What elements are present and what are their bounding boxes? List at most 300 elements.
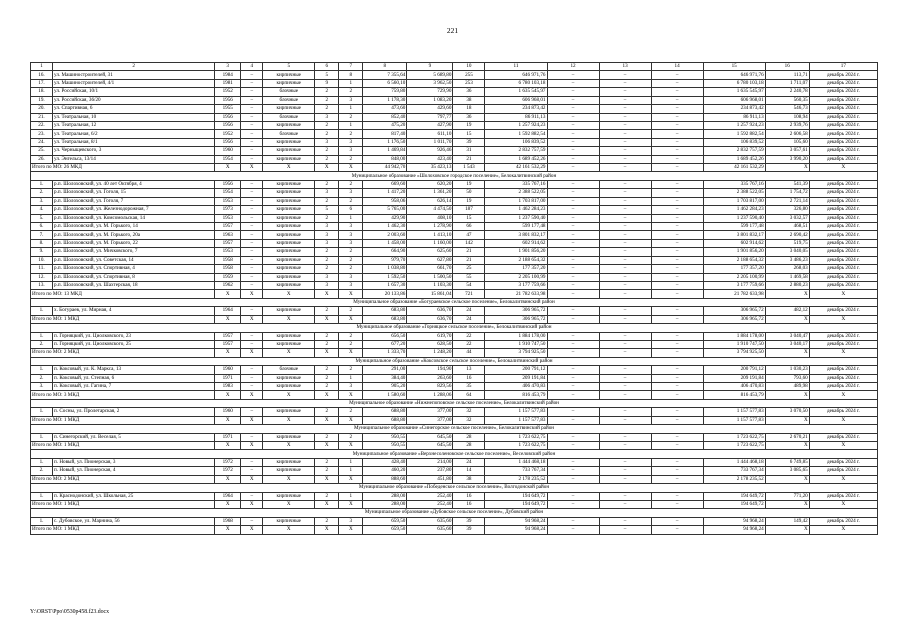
table-cell: 1 462,30: [363, 223, 407, 231]
table-cell: –: [599, 113, 651, 121]
table-cell: 1 030,23: [765, 366, 809, 374]
table-cell: –: [547, 147, 599, 155]
total-cell: X: [215, 391, 241, 399]
address-cell: п. Горняцкий, ул. Циолковского, 23: [53, 332, 215, 340]
table-cell: –: [241, 408, 263, 416]
section-header-row: [31, 509, 878, 517]
table-row: [31, 492, 878, 500]
table-cell: декабрь 2024 г.: [809, 517, 877, 525]
table-cell: 3: [315, 239, 339, 247]
table-cell: –: [599, 147, 651, 155]
table-cell: 3: [339, 96, 363, 104]
table-cell: –: [651, 231, 703, 239]
table-cell: 194,90: [407, 366, 453, 374]
table-cell: –: [599, 374, 651, 382]
table-cell: 3 177 759,66: [703, 281, 765, 289]
table-cell: кирпичные: [263, 214, 315, 222]
total-cell: –: [599, 416, 651, 424]
table-cell: 11.: [31, 265, 53, 273]
table-cell: 625,60: [407, 248, 453, 256]
table-row: [31, 71, 878, 79]
table-cell: декабрь 2024 г.: [809, 332, 877, 340]
table-cell: кирпичные: [263, 189, 315, 197]
table-cell: 979,70: [363, 256, 407, 264]
table-cell: 263,60: [407, 374, 453, 382]
municipality-title: Муниципальное образование «Синегорское сельское поселение», Белокалитвинский район: [31, 425, 878, 433]
table-cell: –: [241, 147, 263, 155]
total-cell: –: [547, 315, 599, 323]
address-cell: п. Новый, ул. Пионерская, 4: [53, 467, 215, 475]
total-cell: –: [599, 391, 651, 399]
table-cell: –: [547, 197, 599, 205]
table-cell: декабрь 2024 г.: [809, 374, 877, 382]
table-cell: 664,90: [363, 248, 407, 256]
table-cell: –: [241, 307, 263, 315]
table-cell: 1958: [215, 256, 241, 264]
total-cell: –: [599, 290, 651, 298]
total-cell: X: [339, 391, 363, 399]
table-cell: 2: [315, 383, 339, 391]
table-cell: декабрь 2024 г.: [809, 71, 877, 79]
section-header-row: [31, 172, 878, 180]
table-cell: 16: [453, 492, 485, 500]
total-cell: –: [651, 164, 703, 172]
total-cell: X: [809, 475, 877, 483]
table-cell: –: [547, 130, 599, 138]
table-cell: 3 040,05: [765, 248, 809, 256]
table-cell: 560,35: [765, 96, 809, 104]
table-cell: 3: [315, 231, 339, 239]
total-cell: 2 178 235,52: [485, 475, 547, 483]
table-cell: 1 237 590,40: [485, 214, 547, 222]
table-row: [31, 79, 878, 87]
table-cell: 1: [339, 121, 363, 129]
table-cell: 2 388 522,05: [485, 189, 547, 197]
table-cell: 429,90: [363, 214, 407, 222]
table-cell: –: [651, 71, 703, 79]
table-cell: 1964: [215, 307, 241, 315]
table-row: [31, 517, 878, 525]
table-cell: 646 971,76: [703, 71, 765, 79]
table-cell: 2: [339, 256, 363, 264]
total-cell: 1 248,20: [407, 349, 453, 357]
section-header-row: [31, 357, 878, 365]
table-cell: декабрь 2024 г.: [809, 214, 877, 222]
table-cell: 9.: [31, 248, 53, 256]
table-cell: 19.: [31, 96, 53, 104]
total-row: [31, 349, 878, 357]
table-cell: 2: [315, 265, 339, 273]
table-cell: 1 157 577,83: [703, 408, 765, 416]
table-cell: кирпичные: [263, 307, 315, 315]
table-cell: 4 474,50: [407, 206, 453, 214]
table-cell: 1 178,30: [363, 96, 407, 104]
table-cell: 1 910 747,50: [485, 340, 547, 348]
table-cell: –: [599, 96, 651, 104]
table-cell: 1 257 924,23: [485, 121, 547, 129]
table-cell: –: [599, 197, 651, 205]
table-cell: 209 191,84: [485, 374, 547, 382]
address-cell: р.п. Шолоховский, ул. М. Горького, 20а: [53, 231, 215, 239]
table-cell: 106 839,52: [703, 138, 765, 146]
table-cell: 25: [453, 265, 485, 273]
table-cell: 546,73: [765, 105, 809, 113]
table-cell: –: [241, 189, 263, 197]
table-cell: 6 780 103,18: [485, 79, 547, 87]
total-cell: 44 942,70: [363, 164, 407, 172]
total-cell: X: [809, 441, 877, 449]
table-cell: 793,60: [765, 374, 809, 382]
total-cell: –: [599, 475, 651, 483]
table-cell: 729,90: [407, 88, 453, 96]
total-cell: X: [263, 315, 315, 323]
total-cell: 688,80: [363, 416, 407, 424]
table-cell: 1 884 178,00: [485, 332, 547, 340]
table-cell: 1 500,50: [407, 273, 453, 281]
table-cell: 1 160,00: [407, 239, 453, 247]
table-cell: 2: [315, 256, 339, 264]
table-cell: –: [547, 458, 599, 466]
table-cell: 2.: [31, 374, 53, 382]
column-number-header: 4: [241, 63, 263, 71]
table-cell: 335 767,16: [485, 180, 547, 188]
total-cell: 94 968,24: [703, 526, 765, 534]
table-cell: –: [241, 79, 263, 87]
table-cell: 252,40: [407, 492, 453, 500]
table-cell: декабрь 2024 г.: [809, 138, 877, 146]
total-cell: 252,40: [407, 500, 453, 508]
table-cell: 428,40: [363, 458, 407, 466]
table-cell: 15: [453, 214, 485, 222]
table-cell: 2: [315, 121, 339, 129]
table-cell: 2 939,76: [765, 121, 809, 129]
total-cell: 1 580,60: [363, 391, 407, 399]
table-cell: 47: [453, 231, 485, 239]
table-row: [31, 113, 878, 121]
table-cell: 646 971,76: [485, 71, 547, 79]
address-cell: ул. Черныщевского, 3: [53, 147, 215, 155]
table-cell: блочные: [263, 113, 315, 121]
total-row: [31, 526, 878, 534]
table-cell: –: [651, 130, 703, 138]
table-cell: 2: [339, 307, 363, 315]
total-cell: X: [765, 315, 809, 323]
table-cell: –: [241, 265, 263, 273]
table-cell: 22: [453, 332, 485, 340]
table-cell: кирпичные: [263, 467, 315, 475]
total-cell: –: [599, 349, 651, 357]
table-cell: 86 911,13: [485, 113, 547, 121]
table-cell: 288,00: [363, 492, 407, 500]
table-cell: 1 462 284,23: [485, 206, 547, 214]
table-cell: 2: [315, 105, 339, 113]
column-number-header: 15: [703, 63, 765, 71]
table-cell: кирпичные: [263, 256, 315, 264]
total-cell: –: [599, 500, 651, 508]
table-cell: 3 032,57: [765, 214, 809, 222]
total-label: Итого по МО: 1 МКД: [31, 526, 215, 534]
table-cell: –: [241, 239, 263, 247]
table-cell: 15: [453, 130, 485, 138]
table-cell: 797,77: [407, 113, 453, 121]
table-cell: 1 469,58: [765, 273, 809, 281]
table-cell: 1 417,20: [363, 189, 407, 197]
total-cell: X: [809, 290, 877, 298]
table-cell: декабрь 2024 г.: [809, 492, 877, 500]
table-cell: 627,80: [407, 256, 453, 264]
address-cell: п. Коксовый, ул. Гагина, 7: [53, 383, 215, 391]
total-cell: 1 333,70: [363, 349, 407, 357]
address-cell: ул. Российская, 10/1: [53, 88, 215, 96]
table-cell: кирпичные: [263, 248, 315, 256]
total-cell: X: [315, 441, 339, 449]
total-cell: –: [599, 315, 651, 323]
table-row: [31, 248, 878, 256]
table-row: [31, 383, 878, 391]
table-cell: –: [651, 256, 703, 264]
address-cell: с. Дубовское, ул. Марнина, 56: [53, 517, 215, 525]
table-cell: –: [651, 492, 703, 500]
total-cell: X: [263, 391, 315, 399]
table-row: [31, 223, 878, 231]
table-cell: 3: [315, 223, 339, 231]
table-cell: декабрь 2024 г.: [809, 180, 877, 188]
table-row: [31, 265, 878, 273]
table-cell: 1963: [215, 231, 241, 239]
table-cell: 2 606,58: [765, 130, 809, 138]
table-cell: 1954: [215, 155, 241, 163]
table-cell: 2: [315, 340, 339, 348]
table-cell: декабрь 2024 г.: [809, 366, 877, 374]
table-cell: 16: [453, 374, 485, 382]
table-cell: 475,20: [363, 121, 407, 129]
table-cell: –: [651, 433, 703, 441]
total-cell: X: [241, 441, 263, 449]
total-cell: X: [241, 526, 263, 534]
total-cell: X: [315, 315, 339, 323]
column-number-header: 14: [651, 63, 703, 71]
total-cell: X: [241, 349, 263, 357]
table-cell: 38: [453, 96, 485, 104]
total-cell: X: [215, 500, 241, 508]
table-cell: 9: [315, 79, 339, 87]
table-cell: 2: [315, 492, 339, 500]
table-cell: 2: [315, 147, 339, 155]
total-cell: X: [765, 349, 809, 357]
table-cell: 2: [315, 180, 339, 188]
total-cell: X: [339, 526, 363, 534]
table-cell: 7 355,64: [363, 71, 407, 79]
table-cell: –: [547, 366, 599, 374]
total-cell: X: [215, 475, 241, 483]
table-cell: 3: [339, 383, 363, 391]
total-cell: 816 453,79: [703, 391, 765, 399]
table-cell: 4.: [31, 206, 53, 214]
table-cell: –: [599, 332, 651, 340]
table-cell: 291,00: [363, 366, 407, 374]
table-cell: 1.: [31, 180, 53, 188]
total-label: Итого по МО: 3 МКД: [31, 391, 215, 399]
table-cell: 1 083,20: [407, 96, 453, 104]
table-cell: 39: [453, 138, 485, 146]
table-cell: –: [651, 223, 703, 231]
table-cell: кирпичные: [263, 433, 315, 441]
table-cell: 3: [339, 138, 363, 146]
table-cell: 950,55: [363, 433, 407, 441]
table-cell: 1964: [215, 492, 241, 500]
table-cell: 194 649,72: [703, 492, 765, 500]
table-cell: 1.: [31, 408, 53, 416]
table-cell: 1: [339, 458, 363, 466]
table-cell: –: [547, 214, 599, 222]
address-cell: р.п. Шолоховский, ул. Железнодорожная, 7: [53, 206, 215, 214]
total-cell: 38: [453, 475, 485, 483]
table-cell: кирпичные: [263, 239, 315, 247]
table-cell: декабрь 2024 г.: [809, 239, 877, 247]
table-cell: 661,70: [407, 265, 453, 273]
table-cell: 209 191,84: [703, 374, 765, 382]
table-cell: 14: [453, 467, 485, 475]
table-cell: 2: [315, 374, 339, 382]
table-cell: 6.: [31, 223, 53, 231]
table-cell: 2.: [31, 467, 53, 475]
table-cell: 10.: [31, 256, 53, 264]
table-cell: –: [547, 155, 599, 163]
table-cell: 408,10: [407, 214, 453, 222]
table-cell: –: [651, 467, 703, 475]
total-cell: X: [315, 526, 339, 534]
total-cell: –: [547, 500, 599, 508]
table-cell: 1 592,50: [363, 273, 407, 281]
table-cell: 771,20: [765, 492, 809, 500]
table-cell: 1973: [215, 206, 241, 214]
total-cell: 636,70: [407, 315, 453, 323]
table-cell: 599 177,48: [485, 223, 547, 231]
address-cell: р.п. Шолоховский, ул. М. Горького, 22: [53, 239, 215, 247]
table-cell: –: [599, 189, 651, 197]
table-row: [31, 458, 878, 466]
total-cell: X: [765, 500, 809, 508]
table-cell: –: [599, 265, 651, 273]
table-cell: –: [599, 492, 651, 500]
table-cell: 626,14: [407, 197, 453, 205]
table-cell: –: [241, 366, 263, 374]
table-cell: 16.: [31, 71, 53, 79]
municipality-title: Муниципальное образование «Горняцкое сельское поселение», Белокалитвинский район: [31, 324, 878, 332]
address-cell: п. Коксовый, ул. К. Маркса, 13: [53, 366, 215, 374]
table-cell: кирпичные: [263, 340, 315, 348]
total-cell: –: [599, 164, 651, 172]
table-cell: –: [599, 130, 651, 138]
table-cell: 3.: [31, 383, 53, 391]
table-cell: декабрь 2024 г.: [809, 197, 877, 205]
table-cell: 460,20: [363, 467, 407, 475]
column-number-header: 1: [31, 63, 53, 71]
table-cell: –: [599, 366, 651, 374]
total-cell: 1 157 577,83: [703, 416, 765, 424]
table-cell: кирпичные: [263, 408, 315, 416]
table-row: [31, 340, 878, 348]
section-header-row: [31, 399, 878, 407]
table-cell: 905,20: [363, 383, 407, 391]
table-cell: –: [241, 467, 263, 475]
municipality-title: Муниципальное образование «Верхнесоленовское сельское поселение», Веселовский район: [31, 450, 878, 458]
table-cell: –: [547, 383, 599, 391]
total-cell: X: [809, 164, 877, 172]
total-cell: X: [339, 416, 363, 424]
address-cell: ул. Театральная, 10: [53, 113, 215, 121]
table-cell: –: [547, 88, 599, 96]
table-cell: 3 990,20: [765, 155, 809, 163]
total-cell: –: [599, 441, 651, 449]
table-cell: 35: [453, 383, 485, 391]
total-cell: –: [651, 349, 703, 357]
total-cell: X: [809, 315, 877, 323]
table-cell: 5.: [31, 214, 53, 222]
table-cell: 635,60: [407, 517, 453, 525]
table-cell: 817,40: [363, 130, 407, 138]
total-cell: 659,50: [363, 526, 407, 534]
table-cell: –: [599, 340, 651, 348]
total-cell: X: [215, 164, 241, 172]
table-cell: 2 205 100,99: [703, 273, 765, 281]
total-cell: 288,00: [363, 500, 407, 508]
table-cell: декабрь 2024 г.: [809, 433, 877, 441]
table-cell: –: [651, 273, 703, 281]
table-cell: кирпичные: [263, 79, 315, 87]
table-row: [31, 374, 878, 382]
table-cell: 1 278,90: [407, 223, 453, 231]
table-cell: –: [651, 340, 703, 348]
table-cell: блочные: [263, 88, 315, 96]
total-row: [31, 441, 878, 449]
table-cell: 36: [453, 113, 485, 121]
table-cell: 606 968,01: [703, 96, 765, 104]
table-row: [31, 180, 878, 188]
table-cell: 1: [339, 374, 363, 382]
table-cell: 1962: [215, 281, 241, 289]
table-cell: 1 901 856,20: [703, 248, 765, 256]
table-cell: –: [547, 71, 599, 79]
table-cell: кирпичные: [263, 71, 315, 79]
table-cell: –: [547, 340, 599, 348]
total-cell: X: [809, 416, 877, 424]
address-cell: п. Коксовый, ул. Степная, 6: [53, 374, 215, 382]
total-cell: X: [263, 441, 315, 449]
table-cell: –: [241, 340, 263, 348]
total-cell: X: [339, 475, 363, 483]
table-cell: –: [547, 307, 599, 315]
column-number-header: 8: [363, 63, 407, 71]
address-cell: р.п. Шолоховский, ул. М. Горького, 14: [53, 223, 215, 231]
table-cell: –: [599, 273, 651, 281]
total-cell: X: [809, 500, 877, 508]
address-cell: п. Синегорский, ул. Веселая, 5: [53, 433, 215, 441]
total-row: [31, 475, 878, 483]
table-cell: 1953: [215, 197, 241, 205]
total-cell: 16: [453, 500, 485, 508]
table-cell: 2 003,60: [363, 231, 407, 239]
table-cell: 1.: [31, 366, 53, 374]
table-cell: –: [547, 467, 599, 475]
table-cell: 733 767,34: [703, 467, 765, 475]
table-cell: 25.: [31, 147, 53, 155]
table-cell: 489,98: [765, 383, 809, 391]
address-cell: п. Сосны, ул. Пролетарская, 2: [53, 408, 215, 416]
table-cell: 1956: [215, 138, 241, 146]
table-cell: 2: [315, 155, 339, 163]
table-cell: 759,80: [363, 88, 407, 96]
